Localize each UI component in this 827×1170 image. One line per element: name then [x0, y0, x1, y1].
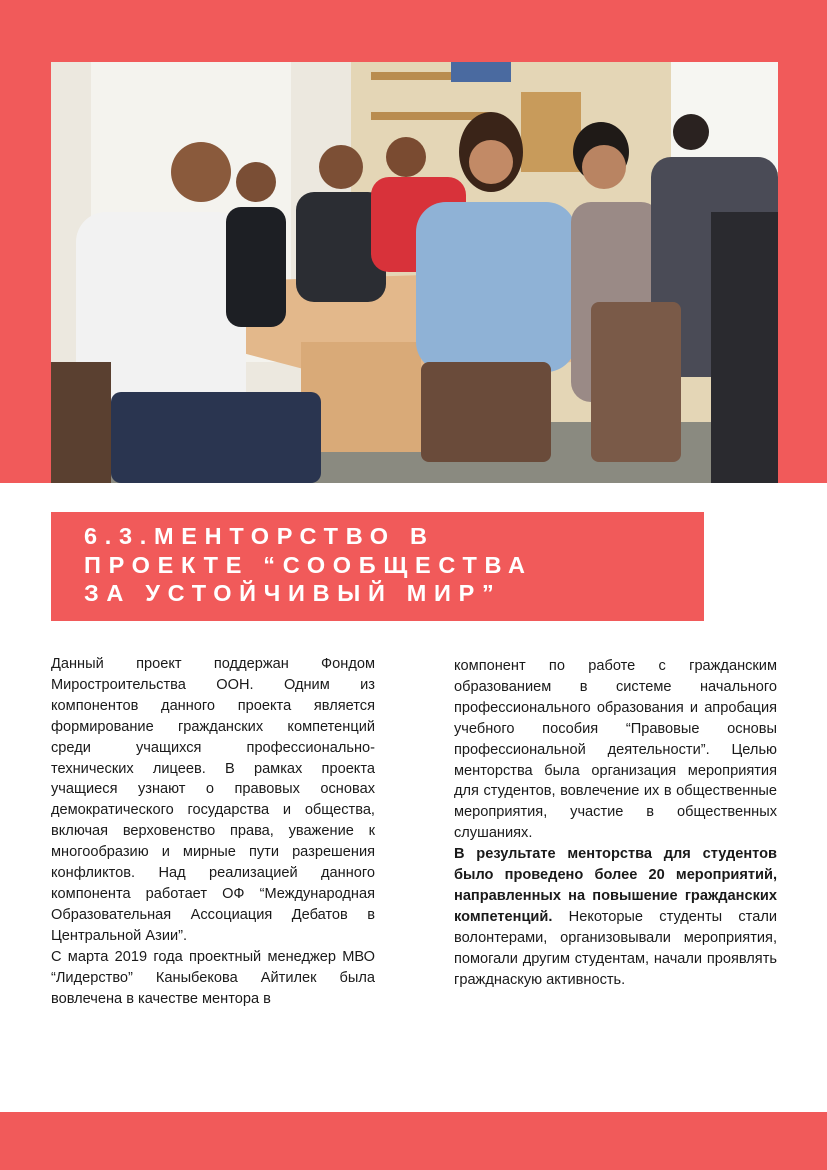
right-paragraph-1: компонент по работе с гражданским образованием в системе начального профессионального образования и апробация учебного пособия “Правовые основы профессиональной деятельности”. Целью менторства была организация мероприятия для студентов, вовлечение их в общественные мероприятия, участие в общественных слушаниях. [454, 658, 777, 842]
left-text-column [51, 654, 375, 1009]
section-title-line-2: ПРОЕКТЕ “СООБЩЕСТВА [84, 551, 533, 578]
left-paragraph-1: Данный проект поддержан Фондом Миростроительства ООН. Одним из компонентов данного проекта является формирование гражданских компетенций среди учащихся профессионально-технических лицеев. В рамках проекта учащиеся узнают о правовых основах демократического государства и общества, включая верховенство права, уважение к многообразию и мирные пути разрешения конфликтов. Над реализацией данного компонента работает ОФ “Международная Образовательная Ассоциация Дебатов в Центральной Азии”. [51, 656, 375, 944]
left-paragraph-2: С марта 2019 года проектный менеджер МВО “Лидерство” Каныбекова Айтилек была вовлечена в качестве ментора в [51, 948, 375, 1007]
bottom-accent-band [0, 1112, 827, 1170]
section-title-banner [51, 512, 704, 621]
section-title-line-3: ЗА УСТОЙЧИВЫЙ МИР” [84, 580, 502, 606]
right-text-column [454, 656, 777, 991]
group-photo [51, 62, 778, 483]
results-highlight: В результате менторства для студентов было проведено более 20 мероприятий, направленных на повышение гражданских компетенций. [454, 846, 777, 925]
results-rest: Некоторые студенты стали волонтерами, организовывали мероприятия, помогали другим студентам, начали проявлять гражднаскую активность. [454, 908, 777, 988]
section-title-line-1: 6.3.МЕНТОРСТВО В [84, 523, 435, 549]
photo-icon [51, 62, 778, 483]
right-paragraph-2 [454, 844, 777, 990]
